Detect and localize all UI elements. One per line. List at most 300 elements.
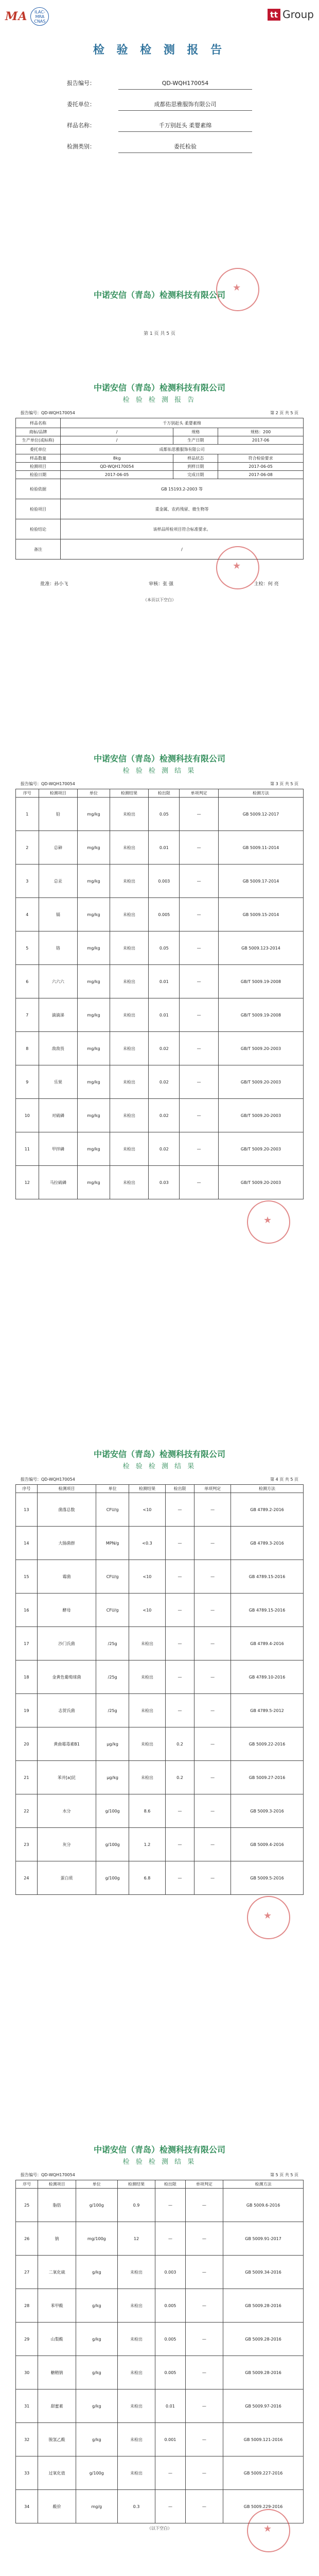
page-meta (0, 2172, 319, 2178)
table-cell: /25g (96, 1627, 129, 1660)
table-row (16, 798, 304, 831)
seal-stamp-icon (247, 1896, 290, 1939)
page-company: 中诺安信（青岛）检测科技有限公司 (93, 754, 225, 764)
info-value: / (61, 539, 304, 560)
cover-row-key: 样品名称： (67, 122, 95, 129)
report-number: 报告编号：QD-WQH170054 (21, 411, 75, 415)
results-page (0, 747, 319, 1417)
table-cell: GB/T 5009.20-2003 (218, 1166, 303, 1199)
table-cell: 敌敌畏 (39, 1032, 78, 1065)
table-cell: 13 (16, 1493, 38, 1527)
table-cell: g/kg (76, 2423, 117, 2456)
table-row (16, 1828, 304, 1861)
column-header: 单项判定 (180, 789, 219, 798)
table-cell: 镉 (39, 898, 78, 931)
table-cell: 灰分 (37, 1828, 96, 1861)
table-cell: 未检出 (110, 898, 149, 931)
table-cell: 0.9 (117, 2189, 155, 2222)
table-cell: 六六六 (39, 965, 78, 998)
cover-row (67, 120, 252, 132)
page-subtitle: 检 验 检 测 报 告 (122, 396, 197, 404)
table-cell: GB 5009.15-2014 (218, 898, 303, 931)
page-subtitle: 检 验 检 测 结 果 (122, 1463, 197, 1470)
info-row (16, 445, 304, 454)
table-cell: — (194, 1627, 231, 1660)
info-row (16, 539, 304, 560)
table-cell: — (155, 2222, 185, 2256)
table-cell: g/100g (96, 1828, 129, 1861)
approver: 批准：孙小飞 (40, 582, 68, 587)
table-cell: 16 (16, 1594, 38, 1627)
info-value: / (61, 436, 173, 445)
table-cell: 15 (16, 1560, 38, 1594)
table-cell: GB/T 5009.20-2003 (218, 1065, 303, 1099)
info-row (16, 499, 304, 519)
cover-row-key: 委托单位： (67, 101, 95, 108)
tt-mark: tt (268, 9, 280, 21)
table-cell: 0.02 (149, 1032, 180, 1065)
table-row (16, 1493, 304, 1527)
table-cell: 22 (16, 1794, 38, 1828)
table-row (16, 1032, 304, 1065)
signatures (0, 580, 319, 587)
column-header: 检出限 (165, 1485, 194, 1493)
table-cell: 钠 (38, 2222, 76, 2256)
table-cell: 脱氢乙酸 (38, 2423, 76, 2456)
table-cell: 菌落总数 (37, 1493, 96, 1527)
column-header: 序号 (16, 789, 39, 798)
table-cell: — (180, 1099, 219, 1132)
table-cell: — (165, 1828, 194, 1861)
table-cell: 0.01 (149, 965, 180, 998)
table-cell: 苯甲酸 (38, 2289, 76, 2323)
table-cell: 未检出 (110, 1166, 149, 1199)
info-key: 生产单位(或标称) (16, 436, 61, 445)
page-number: 第 5 页 共 5 页 (270, 2173, 298, 2177)
table-cell: GB 5009.5-2016 (231, 1861, 304, 1895)
table-cell: 0.2 (165, 1727, 194, 1761)
table-cell: 27 (16, 2256, 38, 2289)
cover-row-value: 千万别赶头 柔婴素绵 (118, 120, 252, 132)
table-cell: 12 (117, 2222, 155, 2256)
table-cell: 未检出 (110, 1065, 149, 1099)
table-cell: mg/100g (76, 2222, 117, 2256)
table-row (16, 1166, 304, 1199)
table-cell: 酸价 (38, 2490, 76, 2523)
table-cell: 糖精钠 (38, 2356, 76, 2389)
table-row (16, 2289, 304, 2323)
table-cell: 32 (16, 2423, 38, 2456)
table-cell: GB/T 5009.19-2008 (218, 998, 303, 1032)
table-cell: 0.01 (155, 2389, 185, 2423)
table-cell: GB 5009.11-2014 (218, 831, 303, 865)
table-cell: 33 (16, 2456, 38, 2490)
info-value: / (61, 428, 173, 436)
info-value: 8kg (61, 454, 173, 463)
column-header: 单位 (96, 1485, 129, 1493)
table-cell: GB 5009.34-2016 (223, 2256, 304, 2289)
table-cell: 滴滴涕 (39, 998, 78, 1032)
table-cell: 2 (16, 831, 39, 865)
page-company: 中诺安信（青岛）检测科技有限公司 (93, 1449, 225, 1459)
table-cell: 志贺氏菌 (37, 1694, 96, 1727)
inspector: 主检：何 亮 (254, 582, 279, 587)
info-value: 该样品所检项目符合标准要求。 (61, 519, 304, 539)
table-cell: 11 (16, 1132, 39, 1166)
table-cell: 未检出 (110, 1099, 149, 1132)
page-company: 中诺安信（青岛）检测科技有限公司 (93, 383, 225, 393)
info-value: 重金属、农药残留、微生物等 (61, 499, 304, 519)
table-cell: 甲拌磷 (39, 1132, 78, 1166)
cover-row-value: 成都佑思雅服饰有限公司 (118, 99, 252, 111)
results-page (0, 2138, 319, 2576)
table-cell: GB 4789.4-2016 (231, 1627, 304, 1660)
table-cell: 4 (16, 898, 39, 931)
info-row (16, 471, 304, 479)
table-cell: GB 5009.28-2016 (223, 2289, 304, 2323)
results-page (0, 1443, 319, 2112)
table-cell: — (165, 1493, 194, 1527)
report-number: 报告编号：QD-WQH170054 (21, 1477, 75, 1482)
table-cell: — (185, 2189, 223, 2222)
table-cell: 未检出 (117, 2256, 155, 2289)
table-row (16, 1527, 304, 1560)
info-value: 千万别赶头 柔婴素绵 (61, 418, 304, 428)
table-cell: 0.02 (149, 1065, 180, 1099)
table-cell: GB 5009.4-2016 (231, 1828, 304, 1861)
table-cell: CFU/g (96, 1594, 129, 1627)
table-cell: 30 (16, 2356, 38, 2389)
column-header: 检测方法 (231, 1485, 304, 1493)
cover-company: 中诺安信（青岛）检测科技有限公司 (93, 290, 225, 300)
table-cell: — (185, 2289, 223, 2323)
table-cell: mg/kg (78, 1065, 110, 1099)
table-cell: 5 (16, 931, 39, 965)
table-cell: <0.3 (129, 1527, 166, 1560)
table-cell: 0.001 (155, 2423, 185, 2456)
info-key: 检验日期 (16, 471, 61, 479)
column-header: 检测项目 (37, 1485, 96, 1493)
table-cell: 未检出 (117, 2423, 155, 2456)
table-cell: g/kg (76, 2256, 117, 2289)
table-row (16, 998, 304, 1032)
table-row (16, 1660, 304, 1694)
table-cell: 乐果 (39, 1065, 78, 1099)
results-header-row (16, 2180, 304, 2189)
table-cell: 甜蜜素 (38, 2389, 76, 2423)
column-header: 检出限 (155, 2180, 185, 2189)
table-cell: — (194, 1527, 231, 1560)
report-number: 报告编号：QD-WQH170054 (21, 782, 75, 786)
table-row (16, 2456, 304, 2490)
column-header: 序号 (16, 2180, 38, 2189)
table-row (16, 1794, 304, 1828)
table-cell: 0.005 (155, 2356, 185, 2389)
table-cell: 23 (16, 1828, 38, 1861)
table-cell: GB 5009.22-2016 (231, 1727, 304, 1761)
cover-row-key: 检测类别： (67, 143, 95, 150)
table-cell: 大肠菌群 (37, 1527, 96, 1560)
table-cell: 酵母 (37, 1594, 96, 1627)
info-key: 委托单位 (16, 445, 61, 454)
table-cell: — (180, 865, 219, 898)
info-row (16, 418, 304, 428)
table-cell: 未检出 (129, 1694, 166, 1727)
table-cell: 12 (16, 1166, 39, 1199)
table-cell: 未检出 (117, 2289, 155, 2323)
table-cell: mg/kg (78, 1166, 110, 1199)
table-cell: GB 4789.5-2012 (231, 1694, 304, 1727)
table-cell: 金黄色葡萄球菌 (37, 1660, 96, 1694)
table-cell: GB/T 5009.20-2003 (218, 1032, 303, 1065)
table-cell: g/100g (96, 1861, 129, 1895)
info-value: 成都佑思雅服饰有限公司 (61, 445, 304, 454)
column-header: 检测方法 (223, 2180, 304, 2189)
table-row (16, 1694, 304, 1727)
table-cell: 马拉硫磷 (39, 1166, 78, 1199)
seal-stamp-icon (216, 546, 259, 589)
table-row (16, 2356, 304, 2389)
table-cell: — (180, 1065, 219, 1099)
table-cell: 0.003 (149, 865, 180, 898)
info-page (0, 376, 319, 706)
table-row (16, 1761, 304, 1794)
table-row (16, 898, 304, 931)
table-cell: 10 (16, 1099, 39, 1132)
table-cell: — (165, 1694, 194, 1727)
info-row (16, 436, 304, 445)
table-cell: 6.8 (129, 1861, 166, 1895)
table-row (16, 2423, 304, 2456)
blank-note: （本页以下空白） (143, 598, 176, 602)
table-cell: — (165, 1627, 194, 1660)
table-cell: — (180, 1166, 219, 1199)
info-key: 样品状态 (173, 454, 218, 463)
table-cell: 6 (16, 965, 39, 998)
table-row (16, 2189, 304, 2222)
table-cell: 34 (16, 2490, 38, 2523)
cover-row (67, 78, 252, 90)
table-cell: 19 (16, 1694, 38, 1727)
table-cell: /25g (96, 1660, 129, 1694)
table-cell: mg/kg (78, 898, 110, 931)
table-cell: mg/kg (78, 1032, 110, 1065)
table-cell: — (194, 1727, 231, 1761)
table-cell: g/kg (76, 2323, 117, 2356)
group-text: Group (282, 8, 314, 21)
info-value: 2017-06 (218, 436, 304, 445)
info-table (15, 418, 304, 560)
page-subtitle: 检 验 检 测 结 果 (122, 2158, 197, 2166)
table-cell: GB 4789.15-2016 (231, 1594, 304, 1627)
table-cell: 未检出 (110, 865, 149, 898)
report-number: 报告编号：QD-WQH170054 (21, 2173, 75, 2177)
table-cell: 未检出 (129, 1761, 166, 1794)
blank-note: （以下空白） (147, 2526, 172, 2531)
table-cell: — (165, 1560, 194, 1594)
table-cell: 26 (16, 2222, 38, 2256)
table-cell: 未检出 (117, 2356, 155, 2389)
info-key: 检测项目 (16, 463, 61, 471)
table-cell: 未检出 (110, 831, 149, 865)
table-cell: mg/kg (78, 998, 110, 1032)
info-key: 规格 (173, 428, 218, 436)
cma-mark: MA (5, 10, 28, 23)
table-row (16, 965, 304, 998)
table-cell: 1.2 (129, 1828, 166, 1861)
page-meta (0, 781, 319, 787)
table-cell: 未检出 (110, 998, 149, 1032)
page-meta (0, 410, 319, 416)
table-cell: GB 5009.6-2016 (223, 2189, 304, 2222)
info-value: 规格：200 (218, 428, 304, 436)
table-cell: GB 4789.10-2016 (231, 1660, 304, 1694)
table-cell: CFU/g (96, 1493, 129, 1527)
cover-row-key: 报告编号： (67, 80, 95, 87)
table-cell: g/kg (76, 2289, 117, 2323)
table-cell: GB 5009.28-2016 (223, 2356, 304, 2389)
info-value: 2017-06-08 (218, 471, 304, 479)
info-value: 2017-06-05 (218, 463, 304, 471)
table-cell: 0.3 (117, 2490, 155, 2523)
table-cell: GB 4789.2-2016 (231, 1493, 304, 1527)
table-cell: — (165, 1660, 194, 1694)
table-cell: CFU/g (96, 1560, 129, 1594)
table-row (16, 1861, 304, 1895)
table-cell: — (194, 1694, 231, 1727)
table-cell: — (180, 898, 219, 931)
table-cell: — (185, 2222, 223, 2256)
info-key: 样品名称 (16, 418, 61, 428)
table-cell: 8.6 (129, 1794, 166, 1828)
table-cell: — (155, 2456, 185, 2490)
page-number: 第 4 页 共 5 页 (270, 1477, 298, 1482)
table-cell: GB 4789.15-2016 (231, 1560, 304, 1594)
table-row (16, 1132, 304, 1166)
table-cell: — (180, 965, 219, 998)
table-cell: — (155, 2189, 185, 2222)
table-cell: 25 (16, 2189, 38, 2222)
info-row (16, 519, 304, 539)
table-cell: 未检出 (110, 931, 149, 965)
table-cell: 18 (16, 1660, 38, 1694)
table-row (16, 831, 304, 865)
cover-title: 检 验 检 测 报 告 (93, 44, 226, 57)
table-cell: GB 5009.28-2016 (223, 2323, 304, 2356)
table-cell: 14 (16, 1527, 38, 1560)
table-cell: 0.005 (155, 2289, 185, 2323)
table-cell: 7 (16, 998, 39, 1032)
table-row (16, 1594, 304, 1627)
table-cell: — (194, 1493, 231, 1527)
table-cell: 29 (16, 2323, 38, 2356)
results-header-row (16, 789, 304, 798)
table-cell: 31 (16, 2389, 38, 2423)
table-cell: 未检出 (110, 965, 149, 998)
table-row (16, 2389, 304, 2423)
table-cell: 17 (16, 1627, 38, 1660)
column-header: 检测方法 (218, 789, 303, 798)
tt-group-logo (268, 8, 314, 21)
table-cell: 未检出 (117, 2456, 155, 2490)
table-cell: 脂肪 (38, 2189, 76, 2222)
table-cell: g/kg (76, 2356, 117, 2389)
table-cell: 0.01 (149, 831, 180, 865)
seal-stamp-icon (247, 2509, 290, 2552)
info-key: 样品数量 (16, 454, 61, 463)
table-cell: GB 5009.91-2017 (223, 2222, 304, 2256)
table-cell: — (185, 2490, 223, 2523)
table-cell: mg/kg (78, 831, 110, 865)
table-cell: 水分 (37, 1794, 96, 1828)
cover-row (67, 99, 252, 111)
table-cell: — (194, 1560, 231, 1594)
table-cell: 总砷 (39, 831, 78, 865)
table-cell: — (180, 931, 219, 965)
table-cell: 0.02 (149, 1099, 180, 1132)
table-cell: 未检出 (117, 2389, 155, 2423)
table-cell: — (180, 1132, 219, 1166)
table-cell: — (185, 2323, 223, 2356)
column-header: 单位 (76, 2180, 117, 2189)
table-row (16, 2256, 304, 2289)
table-cell: — (185, 2356, 223, 2389)
seal-stamp-icon (216, 268, 259, 311)
table-cell: 铬 (39, 931, 78, 965)
logo-bar (0, 0, 319, 36)
table-cell: — (165, 1794, 194, 1828)
results-table (15, 1484, 304, 1895)
table-row (16, 1099, 304, 1132)
table-cell: — (180, 798, 219, 831)
table-cell: GB 5009.12-2017 (218, 798, 303, 831)
table-cell: — (185, 2423, 223, 2456)
table-cell: — (185, 2256, 223, 2289)
table-cell: — (155, 2490, 185, 2523)
table-cell: g/kg (76, 2389, 117, 2423)
table-cell: 0.05 (149, 798, 180, 831)
column-header: 检测项目 (38, 2180, 76, 2189)
column-header: 单项判定 (185, 2180, 223, 2189)
table-cell: GB 5009.227-2016 (223, 2456, 304, 2490)
table-cell: 苯并[a]芘 (37, 1761, 96, 1794)
table-cell: g/100g (76, 2189, 117, 2222)
table-cell: 20 (16, 1727, 38, 1761)
info-key: 完成日期 (173, 471, 218, 479)
info-row (16, 454, 304, 463)
table-cell: GB 5009.229-2016 (223, 2490, 304, 2523)
table-cell: 未检出 (110, 1132, 149, 1166)
table-cell: 21 (16, 1761, 38, 1794)
table-cell: — (165, 1861, 194, 1895)
page-meta (0, 1477, 319, 1482)
table-cell: 未检出 (110, 1032, 149, 1065)
table-cell: 0.2 (165, 1761, 194, 1794)
table-cell: mg/g (76, 2490, 117, 2523)
table-cell: 28 (16, 2289, 38, 2323)
column-header: 序号 (16, 1485, 38, 1493)
results-table (15, 2180, 304, 2523)
table-cell: mg/kg (78, 965, 110, 998)
table-cell: 0.005 (149, 898, 180, 931)
table-cell: GB/T 5009.20-2003 (218, 1132, 303, 1166)
info-key: 检验结论 (16, 519, 61, 539)
table-cell: /25g (96, 1694, 129, 1727)
ilac-badge-icon: ILAC-MRA CNAS (30, 7, 49, 26)
table-cell: 沙门氏菌 (37, 1627, 96, 1660)
table-cell: mg/kg (78, 931, 110, 965)
table-row (16, 1065, 304, 1099)
